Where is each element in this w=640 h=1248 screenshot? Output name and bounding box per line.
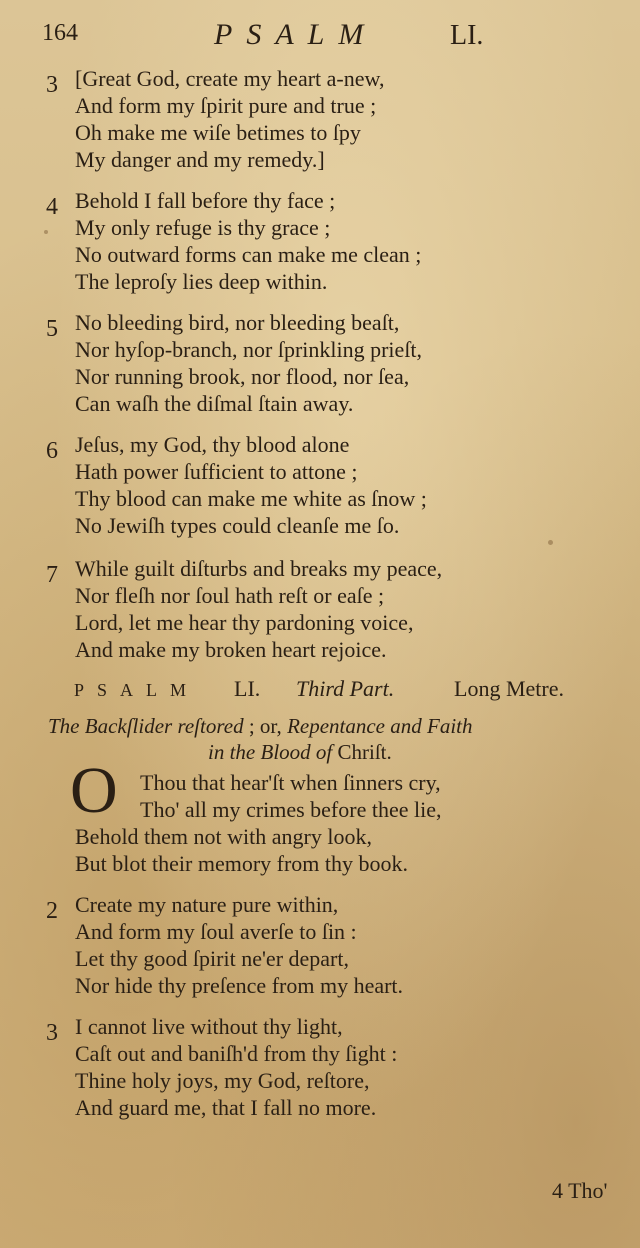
catchword: 4 Tho'	[552, 1178, 608, 1203]
ink-spot	[548, 540, 553, 545]
verse-line: Thine holy joys, my God, reſtore,	[75, 1068, 370, 1093]
verse-line: [Great God, create my heart a-new,	[75, 66, 385, 91]
section-subtitle-line-2	[208, 740, 392, 765]
verse-line: Thy blood can make me white as ſnow ;	[75, 486, 427, 511]
section-heading	[74, 676, 614, 706]
verse-line: No outward forms can make me clean ;	[75, 242, 422, 267]
heading-psalm-word: PSALM	[74, 680, 200, 700]
verse-line: No bleeding bird, nor bleeding beaſt,	[75, 310, 400, 335]
stanza-number: 7	[46, 562, 58, 588]
heading-metre: Long Metre.	[454, 676, 564, 701]
verse-line: And guard me, that I fall no more.	[75, 1095, 377, 1120]
verse-line: My danger and my remedy.]	[75, 147, 325, 172]
verse-line: While guilt diſturbs and breaks my peace,	[75, 556, 443, 581]
verse-line: No Jewiſh types could cleanſe me ſo.	[75, 513, 400, 538]
verse-line: Tho' all my crimes before thee lie,	[140, 797, 442, 822]
verse-line: And make my broken heart rejoice.	[75, 637, 387, 662]
verse-line: And form my ſoul averſe to ſin :	[75, 919, 357, 944]
page-number: 164	[42, 20, 78, 46]
stanza-number: 4	[46, 194, 58, 220]
stanza-number: 2	[46, 898, 58, 924]
verse-line: My only refuge is thy grace ;	[75, 215, 331, 240]
heading-psalm-number: LI.	[234, 676, 261, 701]
page-header	[0, 18, 640, 58]
subtitle-plain: Chriſt.	[337, 740, 392, 764]
drop-cap: O	[70, 754, 118, 827]
subtitle-italic-b: Repentance and Faith	[287, 714, 473, 738]
verse-line: Caſt out and baniſh'd from thy ſight :	[75, 1041, 398, 1066]
stanza-number: 5	[46, 316, 58, 342]
subtitle-italic-a: The Backſlider reſtored	[48, 714, 244, 738]
running-title: PSALM	[214, 18, 378, 51]
ink-spot	[44, 230, 48, 234]
verse-line: The leproſy lies deep within.	[75, 269, 328, 294]
verse-line: Lord, let me hear thy pardoning voice,	[75, 610, 414, 635]
stanza-number: 3	[46, 1020, 58, 1046]
verse-line: Let thy good ſpirit ne'er depart,	[75, 946, 349, 971]
verse-line: Thou that hear'ſt when ſinners cry,	[140, 770, 441, 795]
verse-line: Nor running brook, nor flood, nor ſea,	[75, 364, 410, 389]
verse-line: Hath power ſufficient to attone ;	[75, 459, 358, 484]
verse-line: Nor hide thy preſence from my heart.	[75, 973, 404, 998]
verse-line: I cannot live without thy light,	[75, 1014, 343, 1039]
verse-line: Nor hyſop-branch, nor ſprinkling prieſt,	[75, 337, 423, 362]
verse-line: Can waſh the diſmal ſtain away.	[75, 391, 354, 416]
verse-line: Create my nature pure within,	[75, 892, 339, 917]
subtitle-plain: ; or,	[243, 714, 288, 738]
verse-line: Jeſus, my God, thy blood alone	[75, 432, 350, 457]
verse-line: Nor fleſh nor ſoul hath reſt or eaſe ;	[75, 583, 385, 608]
verse-line: And form my ſpirit pure and true ;	[75, 93, 377, 118]
verse-line: Behold them not with angry look,	[75, 824, 372, 849]
stanza-number: 6	[46, 438, 58, 464]
running-psalm-number: LI.	[450, 20, 484, 51]
stanza-number: 3	[46, 72, 58, 98]
verse-line: Behold I fall before thy face ;	[75, 188, 336, 213]
verse-line: Oh make me wiſe betimes to ſpy	[75, 120, 361, 145]
heading-part-label: Third Part.	[296, 676, 395, 701]
subtitle-italic: in the Blood of	[208, 740, 338, 764]
section-subtitle-line-1	[48, 714, 473, 739]
verse-line: But blot their memory from thy book.	[75, 851, 409, 876]
